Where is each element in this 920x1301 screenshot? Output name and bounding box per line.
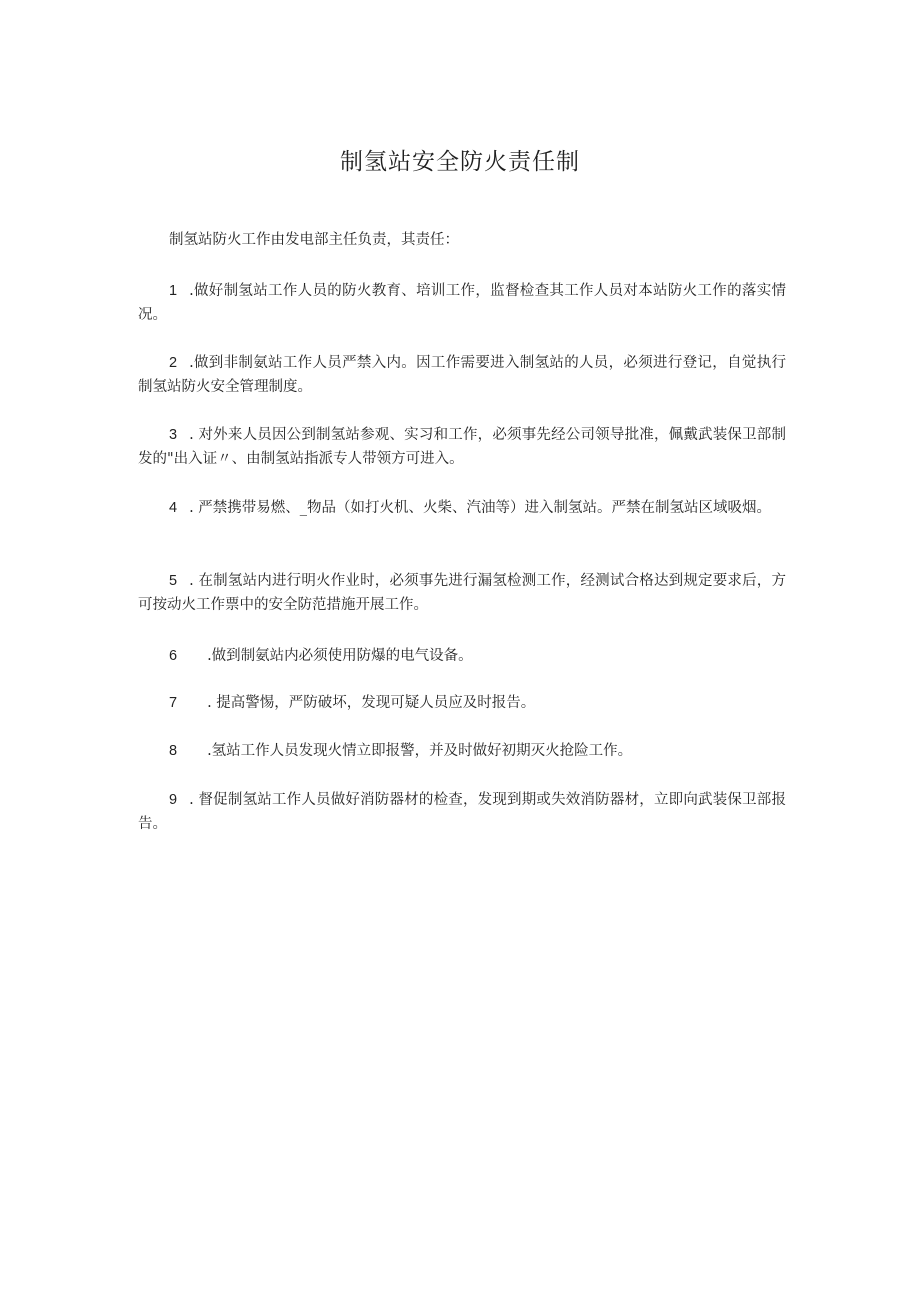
list-item <box>138 496 786 520</box>
item-number: 1 <box>169 283 178 299</box>
list-item <box>138 569 786 617</box>
item-text: .氢站工作人员发现火情立即报警，并及时做好初期灭火抢险工作。 <box>207 743 633 759</box>
item-number: 7 <box>169 695 178 711</box>
item-number: 5 <box>169 573 178 589</box>
item-text: . 督促制氢站工作人员做好消防器材的检查，发现到期或失效消防器材，立即向武装保卫部报告。 <box>138 792 786 832</box>
item-text: . 对外来人员因公到制氢站参观、实习和工作，必须事先经公司领导批准，佩戴武装保卫部制发的"出入证〃、由制氢站指派专人带领方可进入。 <box>138 427 786 467</box>
item-number: 8 <box>169 743 178 759</box>
list-item <box>138 644 786 668</box>
item-number: 2 <box>169 355 178 371</box>
list-item <box>138 788 786 836</box>
list-item <box>138 691 786 715</box>
list-item <box>138 279 786 327</box>
list-item <box>138 351 786 399</box>
item-text: .做好制氢站工作人员的防火教育、培训工作，监督检查其工作人员对本站防火工作的落实情况。 <box>138 283 786 323</box>
item-text: . 在制氢站内进行明火作业时，必须事先进行漏氢检测工作，经测试合格达到规定要求后，方可按动火工作票中的安全防范措施开展工作。 <box>138 573 786 613</box>
item-text: . 提高警惕，严防破坏，发现可疑人员应及时报告。 <box>207 695 536 711</box>
item-number: 3 <box>169 427 178 443</box>
intro-paragraph: 制氢站防火工作由发电部主任负责，其责任： <box>169 232 459 248</box>
page-title: 制氢站安全防火责任制 <box>340 149 580 175</box>
item-text: .做到制氨站内必须使用防爆的电气设备。 <box>207 648 473 664</box>
item-number: 9 <box>169 792 178 808</box>
item-number: 4 <box>169 500 178 516</box>
item-number: 6 <box>169 648 178 664</box>
item-text: . 严禁携带易燃、_物品（如打火机、火柴、汽油等）进入制氢站。严禁在制氢站区域吸烟。 <box>189 500 772 516</box>
list-item <box>138 423 786 471</box>
list-item <box>138 739 786 763</box>
item-text: .做到非制氨站工作人员严禁入内。因工作需要进入制氢站的人员，必须进行登记，自觉执行制氢站防火安全管理制度。 <box>138 355 786 395</box>
